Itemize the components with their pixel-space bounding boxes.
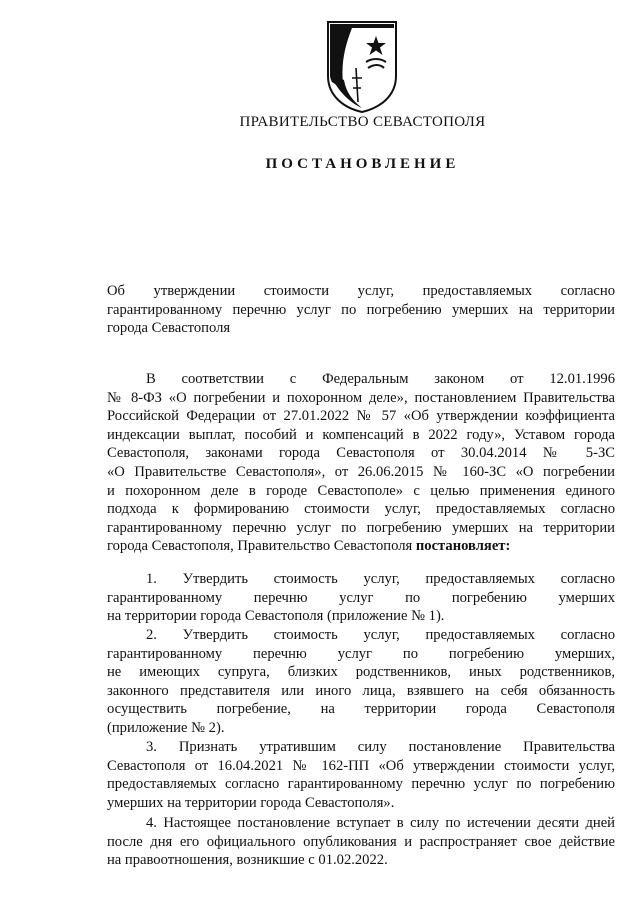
- preamble-line: № 8-ФЗ «О погребении и похоронном деле», постановлением Правительства: [107, 389, 615, 406]
- item-4: [107, 814, 615, 870]
- item-2: [107, 626, 615, 738]
- preamble-line: и похоронном деле в городе Севастополе» с целью применения единого: [107, 482, 615, 499]
- item-line: гарантированному перечню услуг по погребению умерших: [107, 589, 615, 606]
- item-line: 3. Признать утратившим силу постановление Правительства: [146, 739, 615, 755]
- item-line: после дня его официального опубликования и распространяет свое действие: [107, 833, 615, 850]
- preamble-final-line: [107, 537, 615, 556]
- item-line: Севастополя от 16.04.2021 № 162-ПП «Об утверждении стоимости услуг,: [107, 757, 615, 774]
- preamble-text: города Севастополя, Правительство Севастополя: [107, 538, 413, 555]
- item-line: предоставляемых согласно гарантированному перечню услуг по погребению: [107, 776, 615, 793]
- item-line: 4. Настоящее постановление вступает в силу по истечении десяти дней: [146, 815, 615, 831]
- item-line: не имеющих супруга, близких родственников, иных родственников,: [107, 664, 615, 681]
- item-line: на правоотношения, возникшие с 01.02.2022.: [107, 852, 388, 869]
- item-1: [107, 570, 615, 626]
- preamble-line: индексации выплат, пособий и компенсаций в 2022 году», Уставом города: [107, 426, 615, 443]
- item-3: [107, 738, 615, 812]
- item-line: гарантированному перечню услуг по погребению умерших,: [107, 645, 615, 662]
- preamble-line: Севастополя, законами города Севастополя от 30.04.2014 № 5-ЗС: [107, 445, 615, 462]
- preamble-line: подхода к формированию стоимости услуг, предоставляемых согласно: [107, 501, 615, 518]
- preamble-line: В соответствии с Федеральным законом от 12.01.1996: [146, 371, 615, 387]
- sevastopol-coat-of-arms-icon: [322, 18, 402, 114]
- preamble-line: «О Правительстве Севастополя», от 26.06.2015 № 160-ЗС «О погребении: [107, 463, 615, 480]
- subject-line: Об утверждении стоимости услуг, предоставляемых согласно: [107, 283, 615, 299]
- item-line: законного представителя или иного лица, взявшего на себя обязанность: [107, 682, 615, 699]
- item-line: 2. Утвердить стоимость услуг, предоставляемых согласно: [146, 627, 615, 643]
- item-line: 1. Утвердить стоимость услуг, предоставляемых согласно: [146, 571, 615, 587]
- subject-line: гарантированному перечню услуг по погребению умерших на территории: [107, 301, 615, 318]
- preamble-line: Российской Федерации от 27.01.2022 № 57 «Об утверждении коэффициента: [107, 408, 615, 425]
- item-line: умерших на территории города Севастополя».: [107, 794, 395, 811]
- subject-block: [107, 282, 615, 338]
- preamble-line: гарантированному перечню услуг по погребению умерших на территории: [107, 519, 615, 536]
- item-line: осуществить погребение, на территории города Севастополя: [107, 701, 615, 718]
- government-title: ПРАВИТЕЛЬСТВО СЕВАСТОПОЛЯ: [239, 114, 486, 130]
- decree-title: ПОСТАНОВЛЕНИЕ: [265, 156, 460, 172]
- resolve-keyword: постановляет: [415, 538, 506, 555]
- resolve-colon: :: [505, 538, 511, 555]
- item-line: на территории города Севастополя (приложение № 1).: [107, 608, 445, 625]
- subject-line: города Севастополя: [107, 320, 231, 337]
- preamble-block: [107, 370, 615, 556]
- item-line: (приложение № 2).: [107, 719, 225, 736]
